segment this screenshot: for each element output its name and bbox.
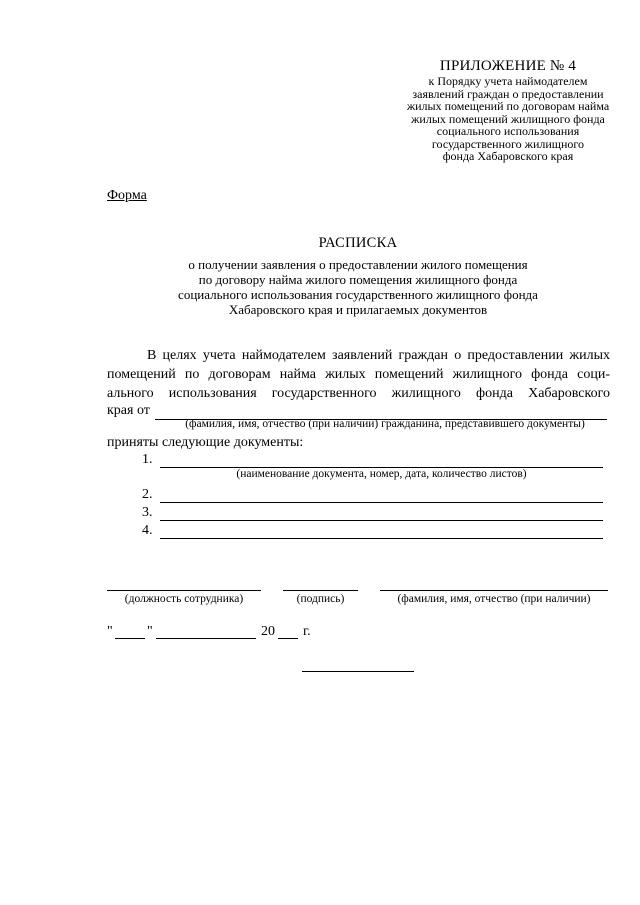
appendix-header [390, 58, 626, 163]
subtitle-line-2: по договору найма жилого помещения жилищного фонда [198, 272, 518, 287]
body-last-line: края от [107, 403, 150, 418]
closing-line [302, 671, 414, 672]
date-quote-close: " [147, 624, 153, 639]
date-year-prefix: 20 [261, 624, 275, 639]
caption-signature: (подпись) [296, 593, 345, 605]
caption-name: (фамилия, имя, отчество (при наличии) [397, 593, 591, 605]
appendix-line-7: фонда Хабаровского края [442, 149, 574, 163]
document-subtitle [100, 257, 616, 317]
appendix-line-5: социального использования [436, 124, 580, 138]
appendix-title: ПРИЛОЖЕНИЕ № 4 [439, 58, 577, 74]
body-paragraph [107, 346, 610, 403]
date-day-field[interactable] [115, 638, 145, 639]
appendix-line-6: государственного жилищного [431, 136, 585, 151]
accepted-label: приняты следующие документы: [107, 435, 304, 450]
body-line-2: помещений по договорам найма жилых помещений жилищного фонда соци- [107, 367, 610, 382]
position-field[interactable] [107, 590, 261, 591]
body-line-1: В целях учета наймодателем заявлений граждан о предоставлении жилых [147, 348, 610, 363]
document-field-2[interactable] [160, 502, 603, 503]
date-year-suffix: г. [303, 624, 311, 639]
caption-citizen: (фамилия, имя, отчество (при наличии) гражданина, представившего документы) [185, 418, 585, 430]
appendix-line-1: к Порядку учета наймодателем [428, 74, 588, 88]
document-title: РАСПИСКА [318, 235, 398, 251]
item-number-4: 4. [142, 523, 153, 538]
item-number-1: 1. [142, 452, 153, 467]
date-year-field[interactable] [278, 638, 298, 639]
subtitle-line-1: о получении заявления о предоставлении жилого помещения [188, 257, 528, 272]
appendix-line-4: жилых помещений жилищного фонда [411, 111, 605, 126]
caption-document: (наименование документа, номер, дата, количество листов) [236, 468, 527, 480]
appendix-line-2: заявлений граждан о предоставлении [412, 86, 604, 101]
date-quote-open: " [107, 624, 113, 639]
caption-position: (должность сотрудника) [124, 593, 244, 605]
document-field-3[interactable] [160, 520, 603, 521]
signature-field[interactable] [283, 590, 358, 591]
document-field-4[interactable] [160, 538, 603, 539]
item-number-2: 2. [142, 487, 153, 502]
date-month-field[interactable] [156, 638, 256, 639]
body-line-3: ального использования государственного жилищного фонда Хабаровского [107, 386, 610, 401]
item-number-3: 3. [142, 505, 153, 520]
subtitle-line-3: социального использования государственного жилищного фонда [178, 287, 538, 302]
appendix-line-3: жилых помещений по договорам найма [406, 99, 610, 113]
form-label: Форма [107, 188, 147, 203]
employee-name-field[interactable] [380, 590, 608, 591]
subtitle-line-4: Хабаровского края и прилагаемых документов [228, 302, 488, 317]
